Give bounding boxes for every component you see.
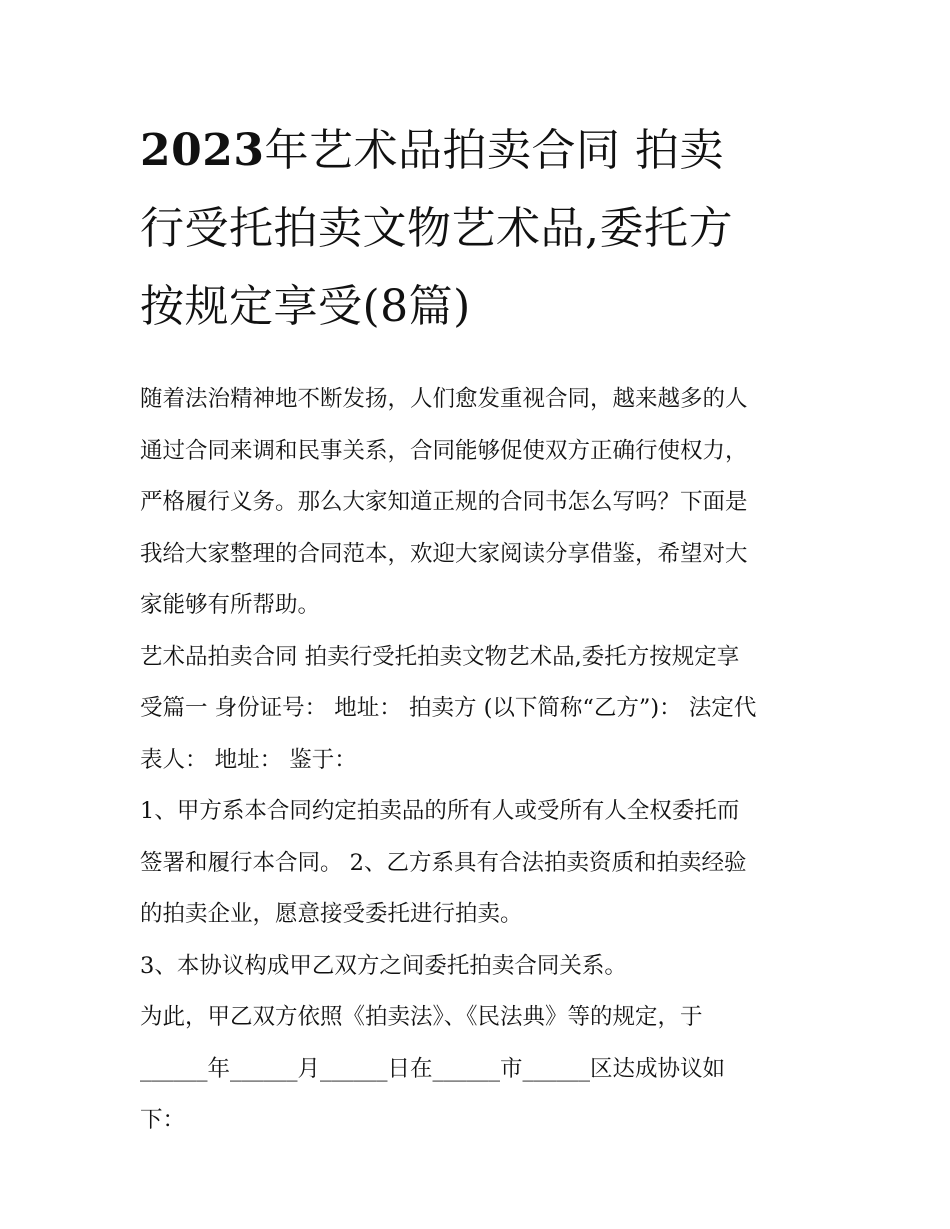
title-year: 2023 [140, 125, 265, 176]
agreement-line-2: ______年______月______日在______市______区达成协议如 [140, 1055, 726, 1082]
title-line-3: 按规定享受(8篇) [140, 281, 471, 332]
clause-3-line: 3、本协议构成甲乙双方之间委托拍卖合同关系。 [140, 952, 627, 979]
intro-line-3: 严格履行义务。那么大家知道正规的合同书怎么写吗？下面是 [140, 489, 748, 515]
intro-line-2: 通过合同来调和民事关系，合同能够促使双方正确行使权力， [140, 437, 748, 464]
section-heading-line-1: 艺术品拍卖合同 拍卖行受托拍卖文物艺术品,委托方按规定享 [140, 643, 740, 670]
title-line-1 [140, 112, 820, 190]
agreement-line-1: 为此，甲乙双方依照《拍卖法》、《民法典》等的规定，于 [140, 1004, 703, 1030]
section-heading-line-3: 表人： 地址： 鉴于： [140, 746, 357, 773]
intro-line-4: 我给大家整理的合同范本，欢迎大家阅读分享借鉴，希望对大 [140, 540, 748, 567]
section-heading-line-2: 受篇一 身份证号： 地址： 拍卖方 (以下简称“乙方”)： 法定代 [140, 695, 757, 721]
document-page [140, 112, 820, 1147]
title-line-1-text: 年艺术品拍卖合同 拍卖 [264, 125, 724, 176]
clause-1-line-2: 签署和履行本合同。 2、乙方系具有合法拍卖资质和拍卖经验 [140, 849, 747, 876]
intro-line-1: 随着法治精神地不断发扬，人们愈发重视合同，越来越多的人 [140, 386, 748, 412]
clause-1-line-1: 1、甲方系本合同约定拍卖品的所有人或受所有人全权委托而 [140, 798, 740, 824]
document-title [140, 112, 820, 346]
intro-line-5: 家能够有所帮助。 [140, 592, 321, 618]
document-body [140, 374, 820, 1147]
clause-2-line: 的拍卖企业，愿意接受委托进行拍卖。 [140, 901, 523, 927]
agreement-line-3: 下： [140, 1107, 186, 1133]
title-line-2: 行受托拍卖文物艺术品,委托方 [140, 203, 733, 254]
